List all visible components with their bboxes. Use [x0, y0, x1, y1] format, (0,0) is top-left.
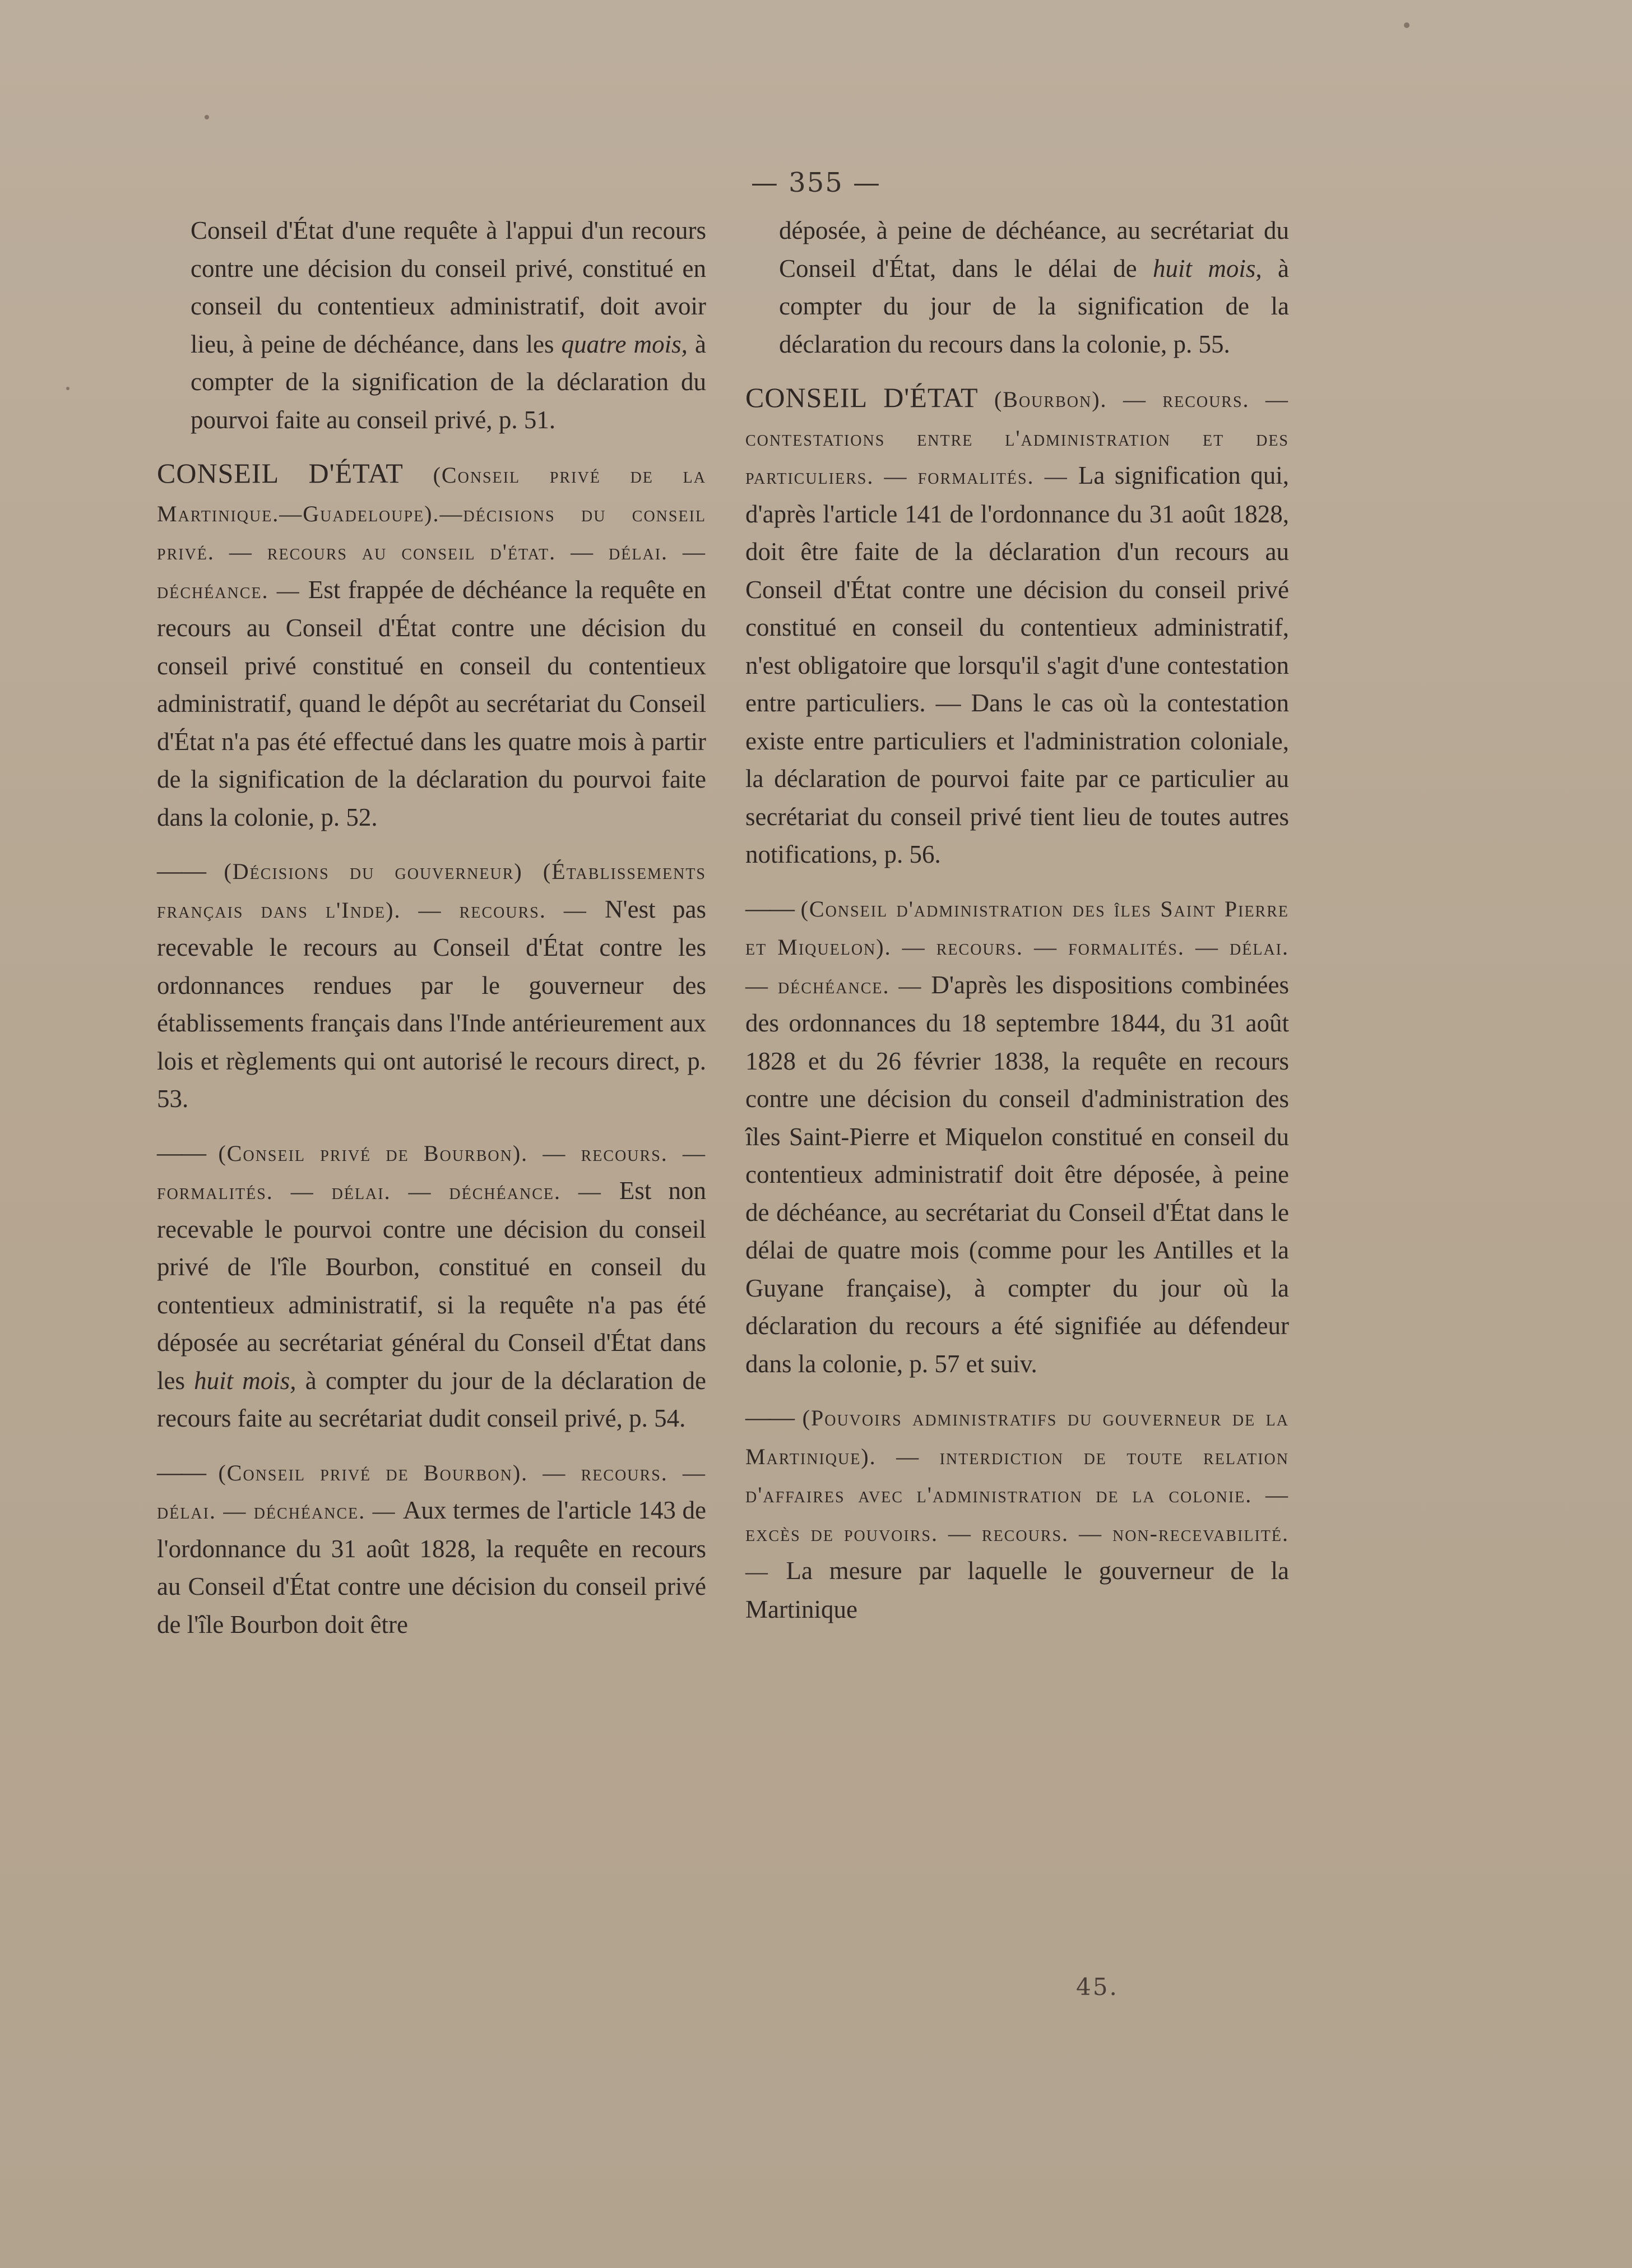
left-column — [157, 212, 706, 1659]
subentry-text: La mesure par laquelle le gouverneur de la Martinique — [745, 1557, 1289, 1623]
subentry-saint-pierre-miquelon — [745, 890, 1289, 1383]
subentry-text: N'est pas recevable le recours au Conseil d'État contre les ordonnances rendues par le gouverneur des établissements français dans l'Inde antérieurement aux lois et règlements qui ont autorisé le recours direct, p. 53. — [157, 895, 706, 1113]
subentry-dash: —— — [157, 1138, 219, 1167]
subentry-text: Aux termes de l'article 143 de l'ordonnance du 31 août 1828, la requête en recours au Conseil d'État contre une décision du conseil privé de l'île Bourbon doit être — [157, 1496, 706, 1638]
subentry-keywords: (Conseil d'administration des îles Saint Pierre et Miquelon). — recours. — formalités. — délai. — déchéance. — — [745, 896, 1290, 998]
subentry-dash: —— — [157, 1457, 219, 1486]
subentry-keywords: (Décisions du gouverneur) (Établissements français dans l'Inde). — recours. — — [157, 859, 706, 923]
paragraph-continuation — [745, 212, 1289, 363]
right-column — [745, 212, 1289, 1644]
entry-heading: CONSEIL D'ÉTAT — [157, 457, 404, 489]
subentry-keywords: (Conseil privé de Bourbon). — recours. — formalités. — délai. — déchéance. — — [157, 1140, 706, 1204]
entry-text: La signification qui, d'après l'article 141 de l'ordonnance du 31 août 1828, doit être faite de la déclaration d'un recours au Conseil d'État contre une décision du conseil privé constitué en conseil du contentieux administratif, n'est obligatoire que lorsqu'il s'agit d'une contestation entre particuliers. — Dans le cas où la contestation existe entre particuliers et l'administration coloniale, la déclaration de pourvoi faite par ce particulier au secrétariat du conseil privé tient lieu de toutes autres notifications, p. 56. — [745, 461, 1289, 868]
subentry-conseil-prive-bourbon-2 — [157, 1454, 706, 1644]
entry-heading: CONSEIL D'ÉTAT — [745, 382, 979, 413]
subentry-text-after: à compter du jour de la déclaration de recours faite au secrétariat dudit conseil privé, p. 54. — [157, 1366, 706, 1432]
subentry-text: D'après les dispositions combinées des ordonnances du 18 septembre 1844, du 31 août 1828 et du 26 février 1838, la requête en recours contre une décision du conseil d'administration des îles Saint-Pierre et Miquelon constitué en conseil du contentieux administratif doit être déposée, à peine de déchéance, au secrétariat du Conseil d'État dans le délai de quatre mois (comme pour les Antilles et la Guyane française), à compter du jour où la déclaration du recours a été signifiée au défendeur dans la colonie, p. 57 et suiv. — [745, 970, 1289, 1378]
entry-text: Est frappée de déchéance la requête en recours au Conseil d'État contre une décision du conseil privé constitué en conseil du contentieux administratif, quand le dépôt au secrétariat du Conseil d'État n'a pas été effectué dans les quatre mois à partir de la signification de la déclaration du pourvoi faite dans la colonie, p. 52. — [157, 575, 707, 831]
subentry-dash: —— — [157, 857, 224, 885]
paragraph-text: déposée, à peine de déchéance, au secrétariat du Conseil d'État, dans le délai de — [779, 216, 1289, 283]
entry-conseil-etat-bourbon — [745, 379, 1289, 874]
subentry-emphasis: huit mois, — [194, 1366, 296, 1395]
subentry-keywords: (Pouvoirs administratifs du gouverneur de la Martinique). — interdiction de toute relation d'affaires avec l'administration de la colonie. — excès de pouvoirs. — recours. — non-recevabilité. — — [745, 1405, 1289, 1584]
subentry-decisions-gouverneur — [157, 852, 706, 1118]
paper-speck — [205, 115, 209, 119]
paragraph-emphasis: huit mois, — [1152, 254, 1262, 283]
paragraph-emphasis: quatre mois, — [561, 330, 688, 358]
subentry-pouvoirs-gouverneur — [745, 1399, 1289, 1628]
entry-conseil-etat-martinique — [157, 455, 706, 836]
entry-keywords: (Conseil privé de la Martinique.—Guadeloupe).—décisions du conseil privé. — recours au conseil d'état. — délai. — déchéance. — — [157, 462, 706, 603]
page-number: — 355 — — [750, 167, 882, 198]
subentry-dash: —— — [745, 1403, 803, 1431]
paper-speck — [66, 387, 69, 390]
subentry-text: Est non recevable le pourvoi contre une décision du conseil privé de l'île Bourbon, constitué en conseil du contentieux administratif, si la requête n'a pas été déposée au secrétariat général du Conseil d'État dans les — [157, 1177, 706, 1395]
subentry-dash: —— — [745, 894, 801, 922]
paragraph-text-after: à compter de la signification de la déclaration du pourvoi faite au conseil privé, p. 51. — [191, 330, 706, 434]
subentry-conseil-prive-bourbon-1 — [157, 1134, 706, 1438]
paragraph-continuation — [157, 212, 706, 439]
signature-mark: 45. — [1076, 1973, 1119, 2001]
paragraph-text-after: à compter du jour de la signification de la déclaration du recours dans la colonie, p. 55. — [779, 254, 1289, 358]
subentry-keywords: (Conseil privé de Bourbon). — recours. — délai. — déchéance. — — [157, 1460, 706, 1524]
paper-speck — [1404, 22, 1410, 28]
entry-keywords: (Bourbon). — recours. — contestations entre l'administration et des particuliers. — formalités. — — [745, 387, 1290, 489]
paragraph-text: Conseil d'État d'une requête à l'appui d'un recours contre une décision du conseil privé, constitué en conseil du contentieux administratif, doit avoir lieu, à peine de déchéance, dans les — [191, 216, 706, 358]
